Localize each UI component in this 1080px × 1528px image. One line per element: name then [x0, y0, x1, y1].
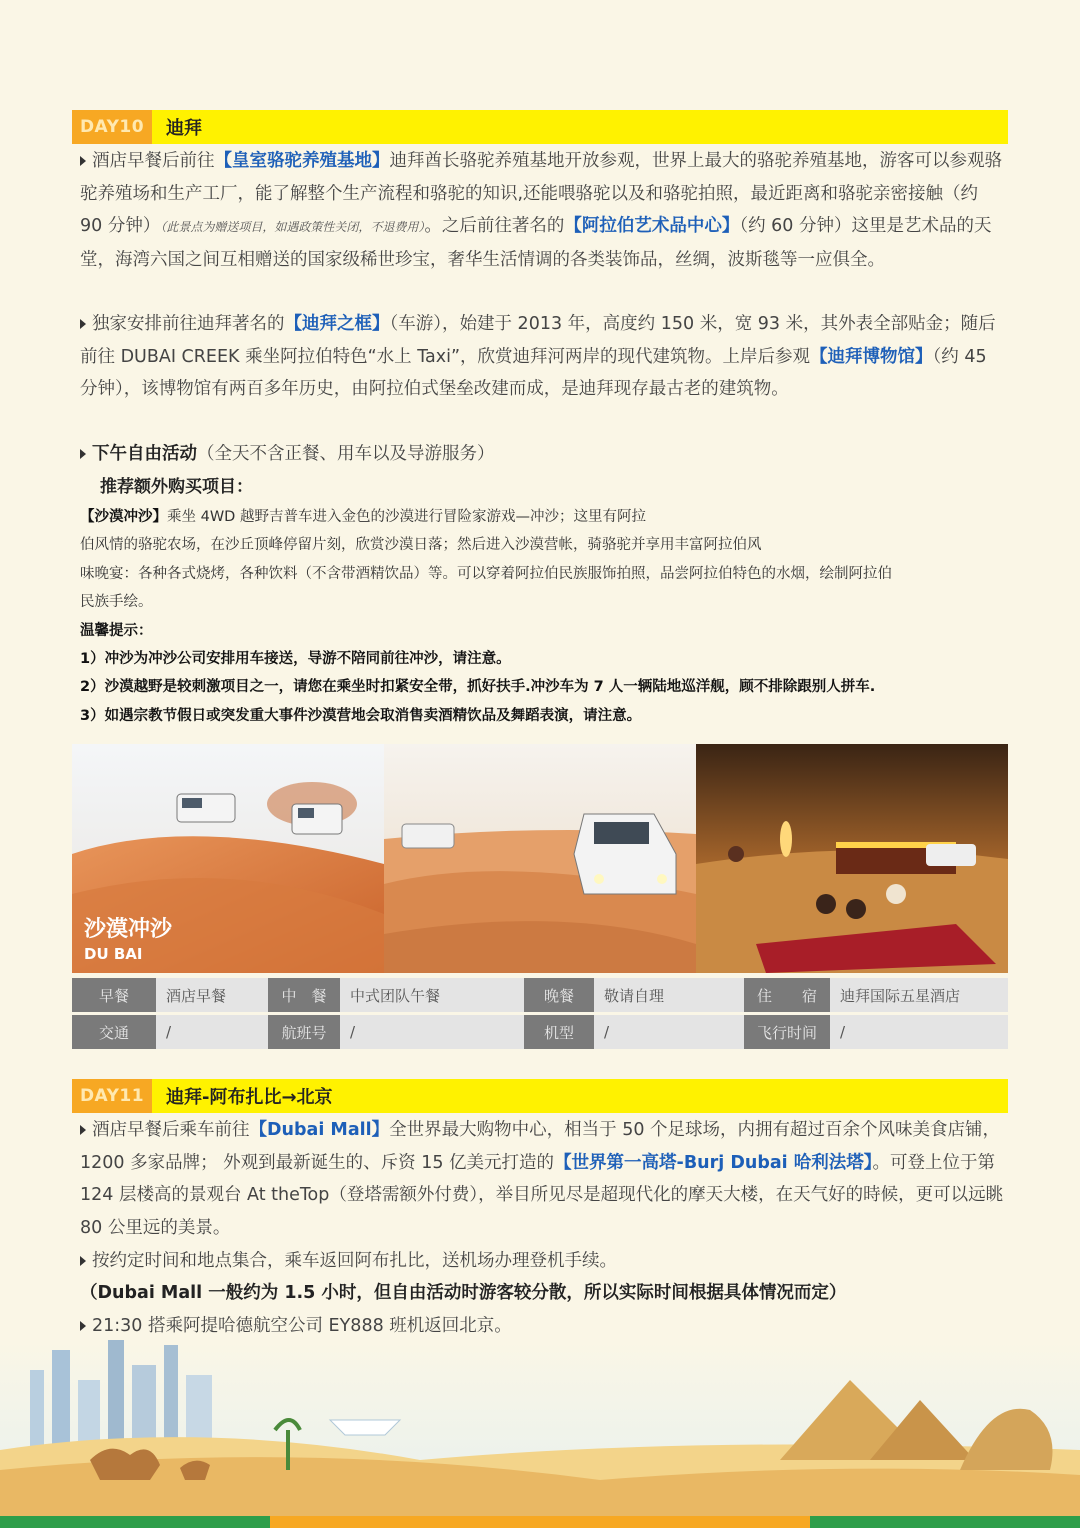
day10-paragraph-2: 独家安排前往迪拜著名的【迪拜之框】（车游），始建于 2013 年，高度约 150 米，宽 93 米，其外表全部贴金；随后前往 DUBAI CREEK 乘坐阿拉伯特色“水上 Taxi”，欣赏迪拜河两岸的现代建筑物。上岸后参观【迪拜博物馆】（约 45 分钟），该博物馆有两百多年历史，由阿拉伯式堡垒改建而成，是迪拜现存最古老的建筑物。	[80, 314, 996, 400]
highlight-camel-farm: 【皇室骆驼养殖基地】	[214, 151, 390, 171]
highlight-dubai-frame: 【迪拜之框】	[284, 314, 390, 334]
footer-orange-band	[270, 1516, 810, 1528]
highlight-burj-khalifa: 【世界第一高塔-Burj Dubai 哈利法塔】	[554, 1152, 873, 1173]
value-transport: /	[156, 1015, 268, 1049]
bullet-triangle-icon	[80, 156, 86, 166]
camel-icon	[90, 1449, 160, 1480]
footer-desert-decoration	[0, 1340, 1080, 1528]
bullet-triangle-icon	[80, 449, 86, 459]
photo-caption: 沙漠冲沙 DU BAI	[84, 917, 173, 963]
label-aircraft: 机型	[524, 1015, 594, 1049]
recommend-title: 推荐额外购买项目：	[100, 477, 253, 497]
photo-desert-suv	[384, 744, 696, 973]
table-row	[72, 978, 1008, 1012]
label-flight-number: 航班号	[268, 1015, 340, 1049]
label-hotel: 住 宿	[744, 978, 830, 1012]
highlight-dubai-mall: 【Dubai Mall】	[249, 1120, 390, 1140]
day11-header	[72, 1079, 1008, 1113]
photo-strip	[72, 744, 1008, 973]
value-flight-number: /	[340, 1015, 524, 1049]
tip-3: 3）如遇宗教节假日或突发重大事件沙漠营地会取消售卖酒精饮品及舞蹈表演，请注意。	[80, 707, 642, 724]
table-row	[72, 1015, 1008, 1049]
photo-desert-camp-night	[696, 744, 1008, 973]
label-breakfast: 早餐	[72, 978, 156, 1012]
day10-header	[72, 110, 1008, 144]
label-flight-time: 飞行时间	[744, 1015, 830, 1049]
desert-safari-description: 【沙漠冲沙】乘坐 4WD 越野吉普车进入金色的沙漠进行冒险家游戏—冲沙；这里有阿拉 伯风情的骆驼农场，在沙丘顶峰停留片刻，欣赏沙漠日落；然后进入沙漠营帐，骑骆驼并享用丰富阿拉伯风 味晚宴：各种各式烧烤，各种饮料（不含带酒精饮品）等。可以穿着阿拉伯民族服饰拍照，品尝阿拉伯特色的水烟，绘制阿拉伯 民族手绘。 温馨提示： 1）冲沙为冲沙公司安排用车接送，导游不陪同前往冲沙，请注意。 2）沙漠越野是较刺激项目之一，请您在乘坐时扣紧安全带，抓好扶手.冲沙车为 7 人一辆陆地巡洋舰，顾不排除跟别人拼车. 3）如遇宗教节假日或突发重大事件沙漠营地会取消售卖酒精饮品及舞蹈表演，请注意。	[80, 509, 892, 724]
day10-paragraph-1: 酒店早餐后前往【皇室骆驼养殖基地】迪拜酋长骆驼养殖基地开放参观，世界上最大的骆驼养殖基地，游客可以参观骆驼养殖场和生产工厂，能了解整个生产流程和骆驼的知识,还能喂骆驼以及和骆驼拍照，最近距离和骆驼亲密接触（约 90 分钟）（此景点为赠送项目，如遇政策性关闭，不退费用）。之后前往著名的【阿拉伯艺术品中心】（约 60 分钟）这里是艺术品的天堂，海湾六国之间互相赠送的国家级稀世珍宝，奢华生活情调的各类装饰品，丝绸，波斯毯等一应俱全。	[80, 151, 1002, 270]
day11-paragraph-2: 按约定时间和地点集合，乘车返回阿布扎比，送机场办理登机手续。	[80, 1245, 1004, 1278]
day10-paragraph-3: 下午自由活动（全天不含正餐、用车以及导游服务）	[80, 438, 1004, 471]
day11-tag: DAY11	[72, 1079, 152, 1113]
value-lunch: 中式团队午餐	[340, 978, 524, 1012]
bullet-triangle-icon	[80, 319, 86, 329]
day11-paragraph-4: 21:30 搭乘阿提哈德航空公司 EY888 班机返回北京。	[80, 1310, 1004, 1343]
bullet-triangle-icon	[80, 1321, 86, 1331]
tips-title: 温馨提示：	[80, 622, 153, 639]
tip-2: 2）沙漠越野是较刺激项目之一，请您在乘坐时扣紧安全带，抓好扶手.冲沙车为 7 人一辆陆地巡洋舰，顾不排除跟别人拼车.	[80, 679, 876, 696]
tip-1: 1）冲沙为冲沙公司安排用车接送，导游不陪同前往冲沙，请注意。	[80, 651, 511, 668]
day11-paragraph-1: 酒店早餐后乘车前往【Dubai Mall】全世界最大购物中心，相当于 50 个足球场，内拥有超过百余个风味美食店铺，1200 多家品牌； 外观到最新诞生的、斥资 15 亿美元打造的【世界第一高塔-Burj Dubai 哈利法塔】。可登上位于第 124 层楼高的景观台 At theTop（登塔需额外付费），举目所见尽是超现代化的摩天大楼，在天气好的時候，更可以远眺 80 公里远的美景。	[80, 1120, 1004, 1238]
desert-safari-label: 【沙漠冲沙】	[80, 509, 167, 525]
value-flight-time: /	[830, 1015, 1008, 1049]
day11-paragraph-3: （Dubai Mall 一般约为 1.5 小时，但自由活动时游客较分散，所以实际时间根据具体情况而定）	[80, 1283, 847, 1303]
value-aircraft: /	[594, 1015, 744, 1049]
bullet-triangle-icon	[80, 1125, 86, 1135]
value-dinner: 敬请自理	[594, 978, 744, 1012]
value-hotel: 迪拜国际五星酒店	[830, 978, 1008, 1012]
label-lunch: 中 餐	[268, 978, 340, 1012]
day11-title: 迪拜-阿布扎比→北京	[166, 1087, 333, 1108]
highlight-dubai-museum: 【迪拜博物馆】	[810, 346, 933, 367]
label-dinner: 晚餐	[524, 978, 594, 1012]
highlight-arabian-art-center: 【阿拉伯艺术品中心】	[564, 216, 740, 237]
day10-tag: DAY10	[72, 110, 152, 144]
value-breakfast: 酒店早餐	[156, 978, 268, 1012]
label-transport: 交通	[72, 1015, 156, 1049]
free-item-note: （此景点为赠送项目，如遇政策性关闭，不退费用）	[160, 220, 425, 235]
day10-title: 迪拜	[166, 118, 202, 139]
photo-desert-dune-jeeps	[72, 744, 384, 973]
day10-info-table	[72, 978, 1008, 1049]
bullet-triangle-icon	[80, 1256, 86, 1266]
